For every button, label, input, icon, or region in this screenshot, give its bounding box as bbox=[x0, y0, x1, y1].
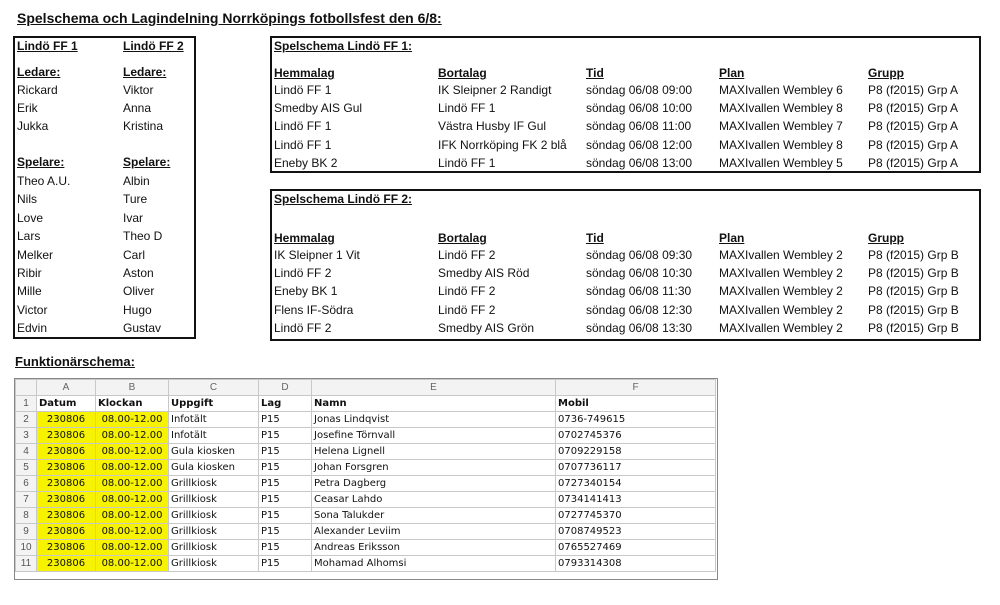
table-row bbox=[16, 428, 716, 444]
sheet-column-letter: D bbox=[259, 380, 312, 396]
schedule-cell: söndag 06/08 13:30 bbox=[586, 320, 693, 335]
sheet-row-number: 7 bbox=[16, 492, 37, 508]
player-name: Theo A.U. bbox=[17, 174, 71, 188]
players-label: Spelare: bbox=[17, 155, 65, 169]
sheet-cell: Infotält bbox=[169, 412, 259, 428]
schedule-column-header: Grupp bbox=[868, 231, 904, 245]
player-name: Mille bbox=[17, 284, 42, 299]
schedule-cell: Lindö FF 1 bbox=[274, 83, 332, 97]
table-row bbox=[16, 444, 716, 460]
sheet-cell: 08.00-12.00 bbox=[96, 508, 169, 524]
sheet-cell: Andreas Eriksson bbox=[312, 540, 556, 556]
schedule-cell: IK Sleipner 2 Randigt bbox=[438, 83, 552, 97]
sheet-column-letters bbox=[16, 380, 716, 396]
schedule-cell: MAXIvallen Wembley 2 bbox=[719, 320, 843, 335]
player-name: Ribir bbox=[17, 266, 42, 280]
sheet-cell: Petra Dagberg bbox=[312, 476, 556, 492]
sheet-cell: 0702745376 bbox=[556, 428, 716, 444]
page-title: Spelschema och Lagindelning Norrköpings fotbollsfest den 6/8: bbox=[17, 10, 442, 26]
sheet-cell: 0727340154 bbox=[556, 476, 716, 492]
sheet-cell: 0736-749615 bbox=[556, 412, 716, 428]
sheet-column-letter: F bbox=[556, 380, 716, 396]
sheet-cell: 230806 bbox=[37, 428, 96, 444]
sheet-cell: 230806 bbox=[37, 476, 96, 492]
schedule-column-header: Hemmalag bbox=[274, 231, 335, 245]
schedule-cell: Eneby BK 2 bbox=[274, 155, 338, 170]
sheet-row-number: 9 bbox=[16, 524, 37, 540]
schedule-column-header: Grupp bbox=[868, 66, 904, 80]
player-name: Oliver bbox=[123, 284, 155, 299]
sheet-row-number: 4 bbox=[16, 444, 37, 460]
sheet-cell: 08.00-12.00 bbox=[96, 492, 169, 508]
schedule-cell: söndag 06/08 11:00 bbox=[586, 119, 692, 134]
schedule-cell: MAXIvallen Wembley 2 bbox=[719, 266, 843, 281]
sheet-cell: 230806 bbox=[37, 460, 96, 476]
sheet-cell: 08.00-12.00 bbox=[96, 556, 169, 572]
schedule-cell: P8 (f2015) Grp A bbox=[868, 119, 959, 134]
sheet-row-number: 8 bbox=[16, 508, 37, 524]
sheet-cell: 08.00-12.00 bbox=[96, 476, 169, 492]
sheet-cell: 230806 bbox=[37, 492, 96, 508]
schedule-cell: Lindö FF 1 bbox=[438, 101, 496, 116]
schedule-cell: MAXIvallen Wembley 5 bbox=[719, 155, 843, 170]
schedule-column-header: Bortalag bbox=[438, 66, 487, 80]
sheet-cell: 0708749523 bbox=[556, 524, 716, 540]
player-name: Ture bbox=[123, 192, 148, 207]
player-name: Nils bbox=[17, 192, 37, 207]
schedule-cell: söndag 06/08 12:30 bbox=[586, 302, 693, 317]
schedule-cell: MAXIvallen Wembley 8 bbox=[719, 137, 843, 152]
sheet-cell: 0793314308 bbox=[556, 556, 716, 572]
schedule-cell: MAXIvallen Wembley 8 bbox=[719, 101, 843, 116]
team-name: Lindö FF 2 bbox=[123, 39, 184, 53]
schedule-column-header: Bortalag bbox=[438, 231, 487, 245]
schedule-cell: Lindö FF 1 bbox=[438, 155, 496, 170]
sheet-cell: 08.00-12.00 bbox=[96, 444, 169, 460]
sheet-cell: 08.00-12.00 bbox=[96, 524, 169, 540]
sheet-cell: P15 bbox=[259, 540, 312, 556]
function-schedule-table bbox=[15, 379, 716, 572]
table-row bbox=[16, 540, 716, 556]
sheet-cell: 230806 bbox=[37, 524, 96, 540]
schedule-cell: Smedby AIS Grön bbox=[438, 320, 535, 335]
sheet-cell: Grillkiosk bbox=[169, 476, 259, 492]
schedule-cell: söndag 06/08 10:00 bbox=[586, 101, 693, 116]
schedule-cell: Lindö FF 2 bbox=[274, 266, 332, 281]
player-name: Lars bbox=[17, 229, 41, 244]
sheet-row-number: 5 bbox=[16, 460, 37, 476]
sheet-cell: Gula kiosken bbox=[169, 460, 259, 476]
schedule-cell: Lindö FF 1 bbox=[274, 119, 332, 134]
table-row bbox=[16, 460, 716, 476]
leader-name: Rickard bbox=[17, 83, 58, 97]
sheet-cell: Helena Lignell bbox=[312, 444, 556, 460]
player-name: Melker bbox=[17, 247, 54, 262]
schedule-cell: MAXIvallen Wembley 2 bbox=[719, 284, 843, 299]
sheet-cell: Sona Talukder bbox=[312, 508, 556, 524]
schedule-cell: söndag 06/08 13:00 bbox=[586, 155, 693, 170]
sheet-column-header: Klockan bbox=[96, 396, 169, 412]
table-row bbox=[16, 508, 716, 524]
sheet-cell: 0707736117 bbox=[556, 460, 716, 476]
team-name: Lindö FF 1 bbox=[17, 39, 78, 53]
sheet-column-header: Lag bbox=[259, 396, 312, 412]
table-row bbox=[16, 556, 716, 572]
schedule-cell: IK Sleipner 1 Vit bbox=[274, 248, 360, 262]
schedule-cell: Lindö FF 2 bbox=[438, 248, 496, 262]
schedule-cell: Lindö FF 2 bbox=[438, 284, 496, 299]
schedule-cell: MAXIvallen Wembley 6 bbox=[719, 83, 843, 97]
player-name: Albin bbox=[123, 174, 150, 188]
schedule-cell: Lindö FF 2 bbox=[274, 320, 332, 335]
sheet-cell: 08.00-12.00 bbox=[96, 412, 169, 428]
sheet-row-number: 1 bbox=[16, 396, 37, 412]
player-name: Edvin bbox=[17, 321, 48, 336]
leaders-label: Ledare: bbox=[17, 65, 61, 79]
sheet-cell: Grillkiosk bbox=[169, 556, 259, 572]
table-row bbox=[16, 492, 716, 508]
function-schedule-title: Funktionärschema: bbox=[15, 354, 135, 369]
sheet-cell: 08.00-12.00 bbox=[96, 428, 169, 444]
table-row bbox=[16, 524, 716, 540]
schedule-cell: P8 (f2015) Grp B bbox=[868, 320, 959, 335]
schedule-title: Spelschema Lindö FF 1: bbox=[274, 39, 413, 53]
schedule-cell: MAXIvallen Wembley 2 bbox=[719, 302, 843, 317]
sheet-row-number: 2 bbox=[16, 412, 37, 428]
sheet-cell: Alexander Leviim bbox=[312, 524, 556, 540]
sheet-row-number: 6 bbox=[16, 476, 37, 492]
schedule-cell: P8 (f2015) Grp A bbox=[868, 83, 959, 97]
leader-name: Jukka bbox=[17, 119, 49, 133]
player-name: Ivar bbox=[123, 210, 144, 225]
player-name: Love bbox=[17, 210, 44, 225]
sheet-cell: 08.00-12.00 bbox=[96, 460, 169, 476]
schedule-cell: söndag 06/08 10:30 bbox=[586, 266, 693, 281]
player-name: Hugo bbox=[123, 302, 152, 317]
schedule-cell: Smedby AIS Gul bbox=[274, 101, 363, 116]
schedule-cell: söndag 06/08 11:30 bbox=[586, 284, 692, 299]
sheet-cell: P15 bbox=[259, 476, 312, 492]
sheet-column-letter: E bbox=[312, 380, 556, 396]
sheet-cell: P15 bbox=[259, 444, 312, 460]
schedule-cell: P8 (f2015) Grp A bbox=[868, 101, 959, 116]
sheet-cell: P15 bbox=[259, 508, 312, 524]
schedule-cell: P8 (f2015) Grp B bbox=[868, 302, 959, 317]
schedule-cell: P8 (f2015) Grp A bbox=[868, 155, 959, 170]
schedule-cell: P8 (f2015) Grp A bbox=[868, 137, 959, 152]
sheet-row-number: 3 bbox=[16, 428, 37, 444]
sheet-cell: P15 bbox=[259, 428, 312, 444]
schedule-cell: Flens IF-Södra bbox=[274, 302, 354, 317]
schedule-column-header: Hemmalag bbox=[274, 66, 335, 80]
schedule-cell: söndag 06/08 09:00 bbox=[586, 83, 693, 97]
sheet-row-number: 10 bbox=[16, 540, 37, 556]
sheet-column-letter: B bbox=[96, 380, 169, 396]
sheet-column-header: Uppgift bbox=[169, 396, 259, 412]
sheet-cell: P15 bbox=[259, 412, 312, 428]
player-name: Gustav bbox=[123, 321, 162, 336]
sheet-row-number: 11 bbox=[16, 556, 37, 572]
table-row bbox=[16, 476, 716, 492]
schedule-column-header: Plan bbox=[719, 66, 745, 80]
schedule-box-team2 bbox=[270, 189, 981, 341]
player-name: Victor bbox=[17, 302, 48, 317]
sheet-cell: 0727745370 bbox=[556, 508, 716, 524]
sheet-cell: P15 bbox=[259, 460, 312, 476]
sheet-cell: 0709229158 bbox=[556, 444, 716, 460]
schedule-cell: IFK Norrköping FK 2 blå bbox=[438, 137, 567, 152]
sheet-cell: P15 bbox=[259, 492, 312, 508]
sheet-cell: 230806 bbox=[37, 540, 96, 556]
players-label: Spelare: bbox=[123, 155, 171, 169]
sheet-cell: P15 bbox=[259, 556, 312, 572]
sheet-column-header: Namn bbox=[312, 396, 556, 412]
schedule-cell: P8 (f2015) Grp B bbox=[868, 266, 959, 281]
player-name: Carl bbox=[123, 247, 146, 262]
schedule-box-team1 bbox=[270, 36, 981, 173]
sheet-cell: Mohamad Alhomsi bbox=[312, 556, 556, 572]
sheet-cell: P15 bbox=[259, 524, 312, 540]
schedule-column-header: Plan bbox=[719, 231, 745, 245]
sheet-cell: 230806 bbox=[37, 444, 96, 460]
leader-name: Viktor bbox=[123, 83, 154, 97]
sheet-column-letter: C bbox=[169, 380, 259, 396]
sheet-cell: 08.00-12.00 bbox=[96, 540, 169, 556]
schedule-cell: P8 (f2015) Grp B bbox=[868, 284, 959, 299]
sheet-cell: Infotält bbox=[169, 428, 259, 444]
sheet-cell: Johan Forsgren bbox=[312, 460, 556, 476]
sheet-column-letter: A bbox=[37, 380, 96, 396]
schedule-cell: söndag 06/08 12:00 bbox=[586, 137, 693, 152]
schedule-cell: Västra Husby IF Gul bbox=[438, 119, 547, 134]
function-schedule-sheet bbox=[14, 378, 718, 580]
sheet-cell: Jonas Lindqvist bbox=[312, 412, 556, 428]
sheet-cell: 230806 bbox=[37, 508, 96, 524]
schedule-cell: Eneby BK 1 bbox=[274, 284, 338, 299]
sheet-cell: Josefine Törnvall bbox=[312, 428, 556, 444]
sheet-cell: 0734141413 bbox=[556, 492, 716, 508]
sheet-cell: 0765527469 bbox=[556, 540, 716, 556]
sheet-cell: Grillkiosk bbox=[169, 492, 259, 508]
schedule-column-header: Tid bbox=[586, 231, 604, 245]
schedule-cell: Smedby AIS Röd bbox=[438, 266, 530, 281]
sheet-cell: 230806 bbox=[37, 412, 96, 428]
sheet-cell: Grillkiosk bbox=[169, 508, 259, 524]
leader-name: Kristina bbox=[123, 119, 164, 133]
table-row bbox=[16, 412, 716, 428]
sheet-column-header: Datum bbox=[37, 396, 96, 412]
player-name: Theo D bbox=[123, 229, 163, 244]
schedule-title: Spelschema Lindö FF 2: bbox=[274, 192, 413, 206]
sheet-header-row bbox=[16, 396, 716, 412]
schedule-cell: söndag 06/08 09:30 bbox=[586, 248, 693, 262]
leaders-label: Ledare: bbox=[123, 65, 167, 79]
sheet-cell: 230806 bbox=[37, 556, 96, 572]
schedule-cell: MAXIvallen Wembley 7 bbox=[719, 119, 843, 134]
schedule-column-header: Tid bbox=[586, 66, 604, 80]
sheet-cell: Grillkiosk bbox=[169, 524, 259, 540]
schedule-cell: Lindö FF 2 bbox=[438, 302, 496, 317]
sheet-cell: Gula kiosken bbox=[169, 444, 259, 460]
team-roster-box bbox=[13, 36, 196, 339]
schedule-cell: MAXIvallen Wembley 2 bbox=[719, 248, 843, 262]
sheet-corner-cell bbox=[16, 380, 37, 396]
schedule-cell: P8 (f2015) Grp B bbox=[868, 248, 959, 262]
leader-name: Anna bbox=[123, 101, 152, 115]
leader-name: Erik bbox=[17, 101, 38, 115]
schedule-cell: Lindö FF 1 bbox=[274, 137, 332, 152]
sheet-column-header: Mobil bbox=[556, 396, 716, 412]
sheet-cell: Ceasar Lahdo bbox=[312, 492, 556, 508]
player-name: Aston bbox=[123, 266, 154, 280]
sheet-cell: Grillkiosk bbox=[169, 540, 259, 556]
